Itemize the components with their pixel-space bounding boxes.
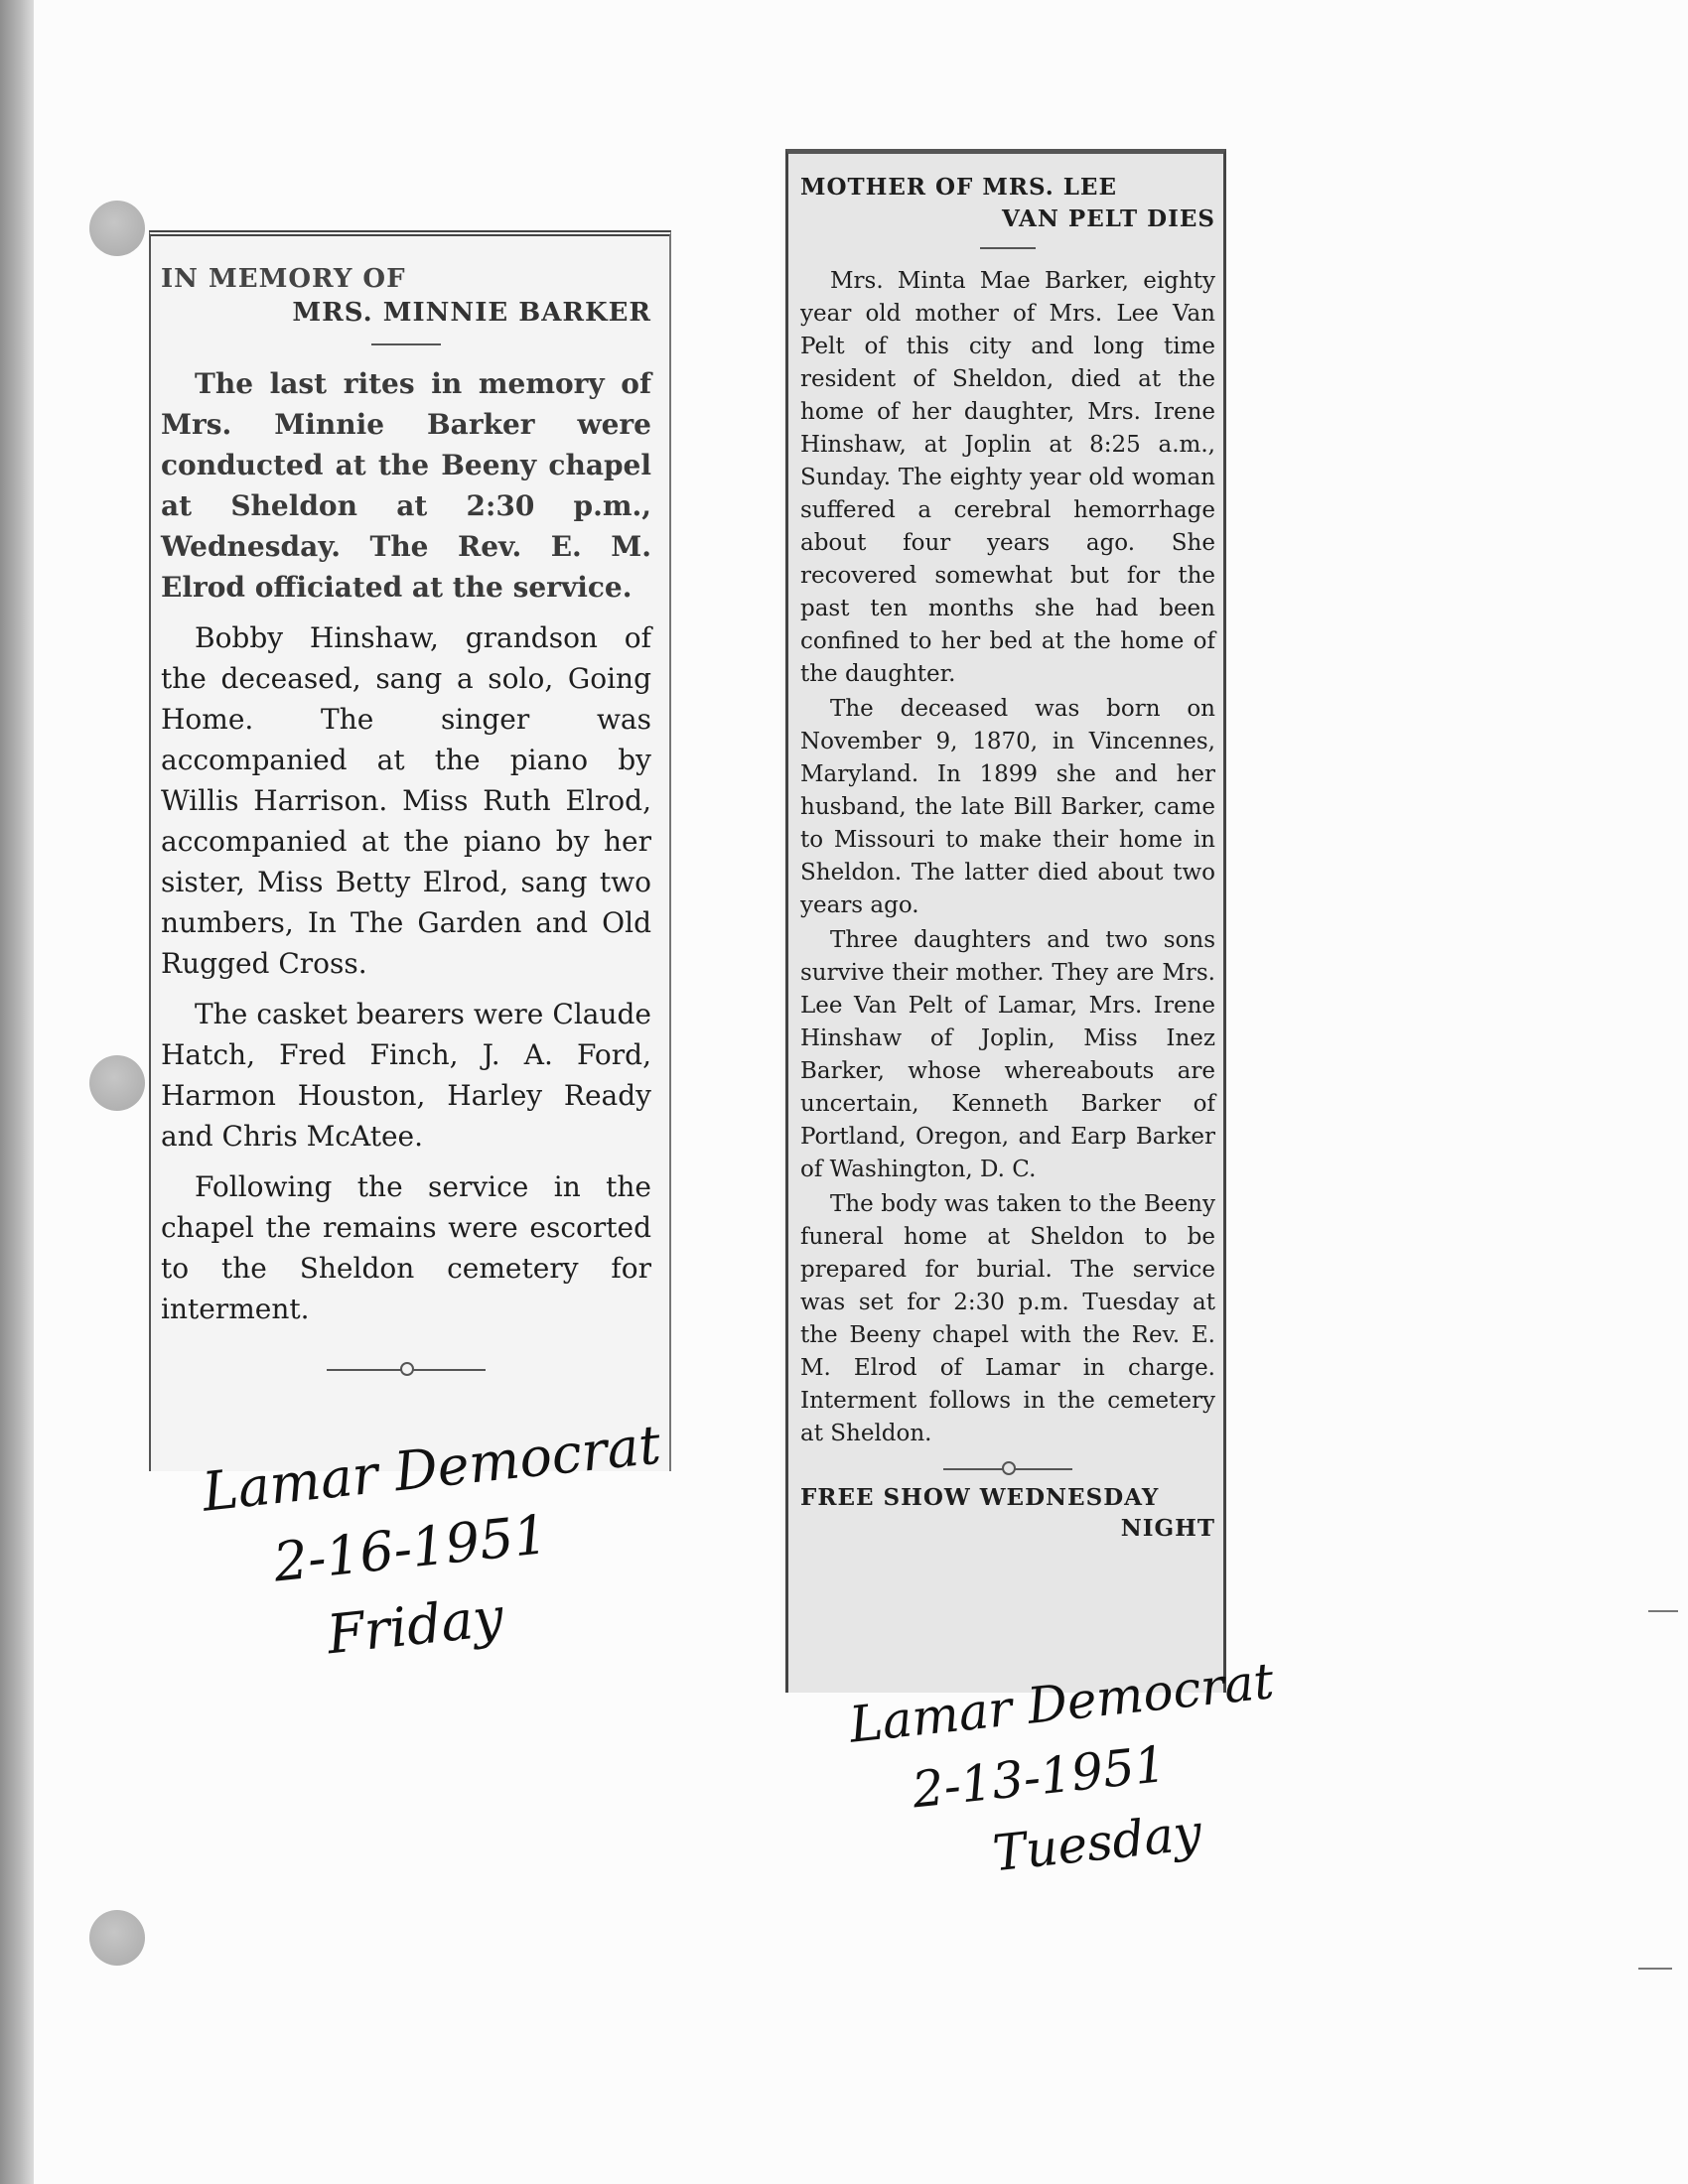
clipping-headline-line2: VAN PELT DIES bbox=[1001, 205, 1215, 232]
clipping-paragraph: Mrs. Minta Mae Barker, eighty year old mother of Mrs. Lee Van Pelt of this city and long time resident of Sheldon, died at the home of her daughter, Mrs. Irene Hinshaw, at Joplin at 8:25 a.m., Sunday. The eighty year old woman suffered a cerebral hemorrhage about four years ago. She recovered somewhat but for the past ten months she had been confined to her bed at the home of the daughter. bbox=[800, 268, 1215, 687]
punch-hole-bottom bbox=[89, 1910, 145, 1966]
handwritten-source: Lamar Democrat bbox=[846, 1652, 1277, 1754]
clipping-headline-line1: IN MEMORY OF bbox=[161, 264, 406, 294]
clipping-paragraph: The deceased was born on November 9, 1870, in Vincennes, Maryland. In 1899 she and her husband, the late Bill Barker, came to Missouri to make their home in Sheldon. The latter died about two years ago. bbox=[800, 696, 1215, 918]
clipping-paragraph: The body was taken to the Beeny funeral home at Sheldon to be prepared for burial. The service was set for 2:30 p.m. Tuesday at the Beeny chapel with the Rev. E. M. Elrod of Lamar in charge. Interment follows in the cemetery at Sheldon. bbox=[800, 1191, 1215, 1446]
clipping-headline-line2: MRS. MINNIE BARKER bbox=[292, 298, 651, 328]
binder-edge bbox=[0, 0, 34, 2184]
clipping-paragraph: The casket bearers were Claude Hatch, Fred Finch, J. A. Ford, Harmon Houston, Harley Ready and Chris McAtee. bbox=[161, 998, 651, 1153]
stray-mark bbox=[1638, 1968, 1672, 1970]
end-divider bbox=[943, 1468, 1072, 1470]
handwritten-date: 2-13-1951 bbox=[909, 1734, 1170, 1820]
next-article-headline-line2: NIGHT bbox=[1120, 1515, 1215, 1542]
handwritten-date: 2-16-1951 bbox=[270, 1502, 551, 1594]
handwritten-note-right bbox=[846, 1645, 1292, 1903]
headline-divider bbox=[371, 343, 441, 345]
obituary-clipping-left bbox=[149, 230, 671, 1471]
clipping-paragraph: Bobby Hinshaw, grandson of the deceased, sang a solo, Going Home. The singer was accompanied at the piano by Willis Harrison. Miss Ruth Elrod, accompanied at the piano by her sister, Miss Betty Elrod, sang two numbers, In The Garden and Old Rugged Cross. bbox=[161, 621, 651, 980]
clipping-paragraph: Following the service in the chapel the remains were escorted to the Sheldon cemetery for interment. bbox=[161, 1170, 651, 1325]
clipping-paragraph: The last rites in memory of Mrs. Minnie Barker were conducted at the Beeny chapel at Sheldon at 2:30 p.m., Wednesday. The Rev. E. M. Elrod officiated at the service. bbox=[161, 367, 651, 604]
handwritten-day: Friday bbox=[324, 1585, 506, 1667]
clipping-paragraph: Three daughters and two sons survive their mother. They are Mrs. Lee Van Pelt of Lamar, Mrs. Irene Hinshaw of Joplin, Miss Inez Barker, whose whereabouts are uncertain, Kenneth Barker of Portland, Oregon, and Earp Barker of Washington, D. C. bbox=[800, 927, 1215, 1182]
obituary-clipping-right bbox=[785, 149, 1226, 1693]
end-divider bbox=[327, 1369, 486, 1371]
punch-hole-top bbox=[89, 201, 145, 256]
handwritten-note-left bbox=[199, 1407, 680, 1686]
next-article-headline-line1: FREE SHOW WEDNESDAY bbox=[800, 1484, 1160, 1511]
handwritten-source: Lamar Democrat bbox=[199, 1413, 664, 1524]
stray-mark bbox=[1648, 1610, 1678, 1612]
clipping-headline-line1: MOTHER OF MRS. LEE bbox=[800, 174, 1117, 201]
handwritten-day: Tuesday bbox=[990, 1803, 1204, 1883]
headline-divider bbox=[980, 247, 1036, 249]
punch-hole-middle bbox=[89, 1055, 145, 1111]
